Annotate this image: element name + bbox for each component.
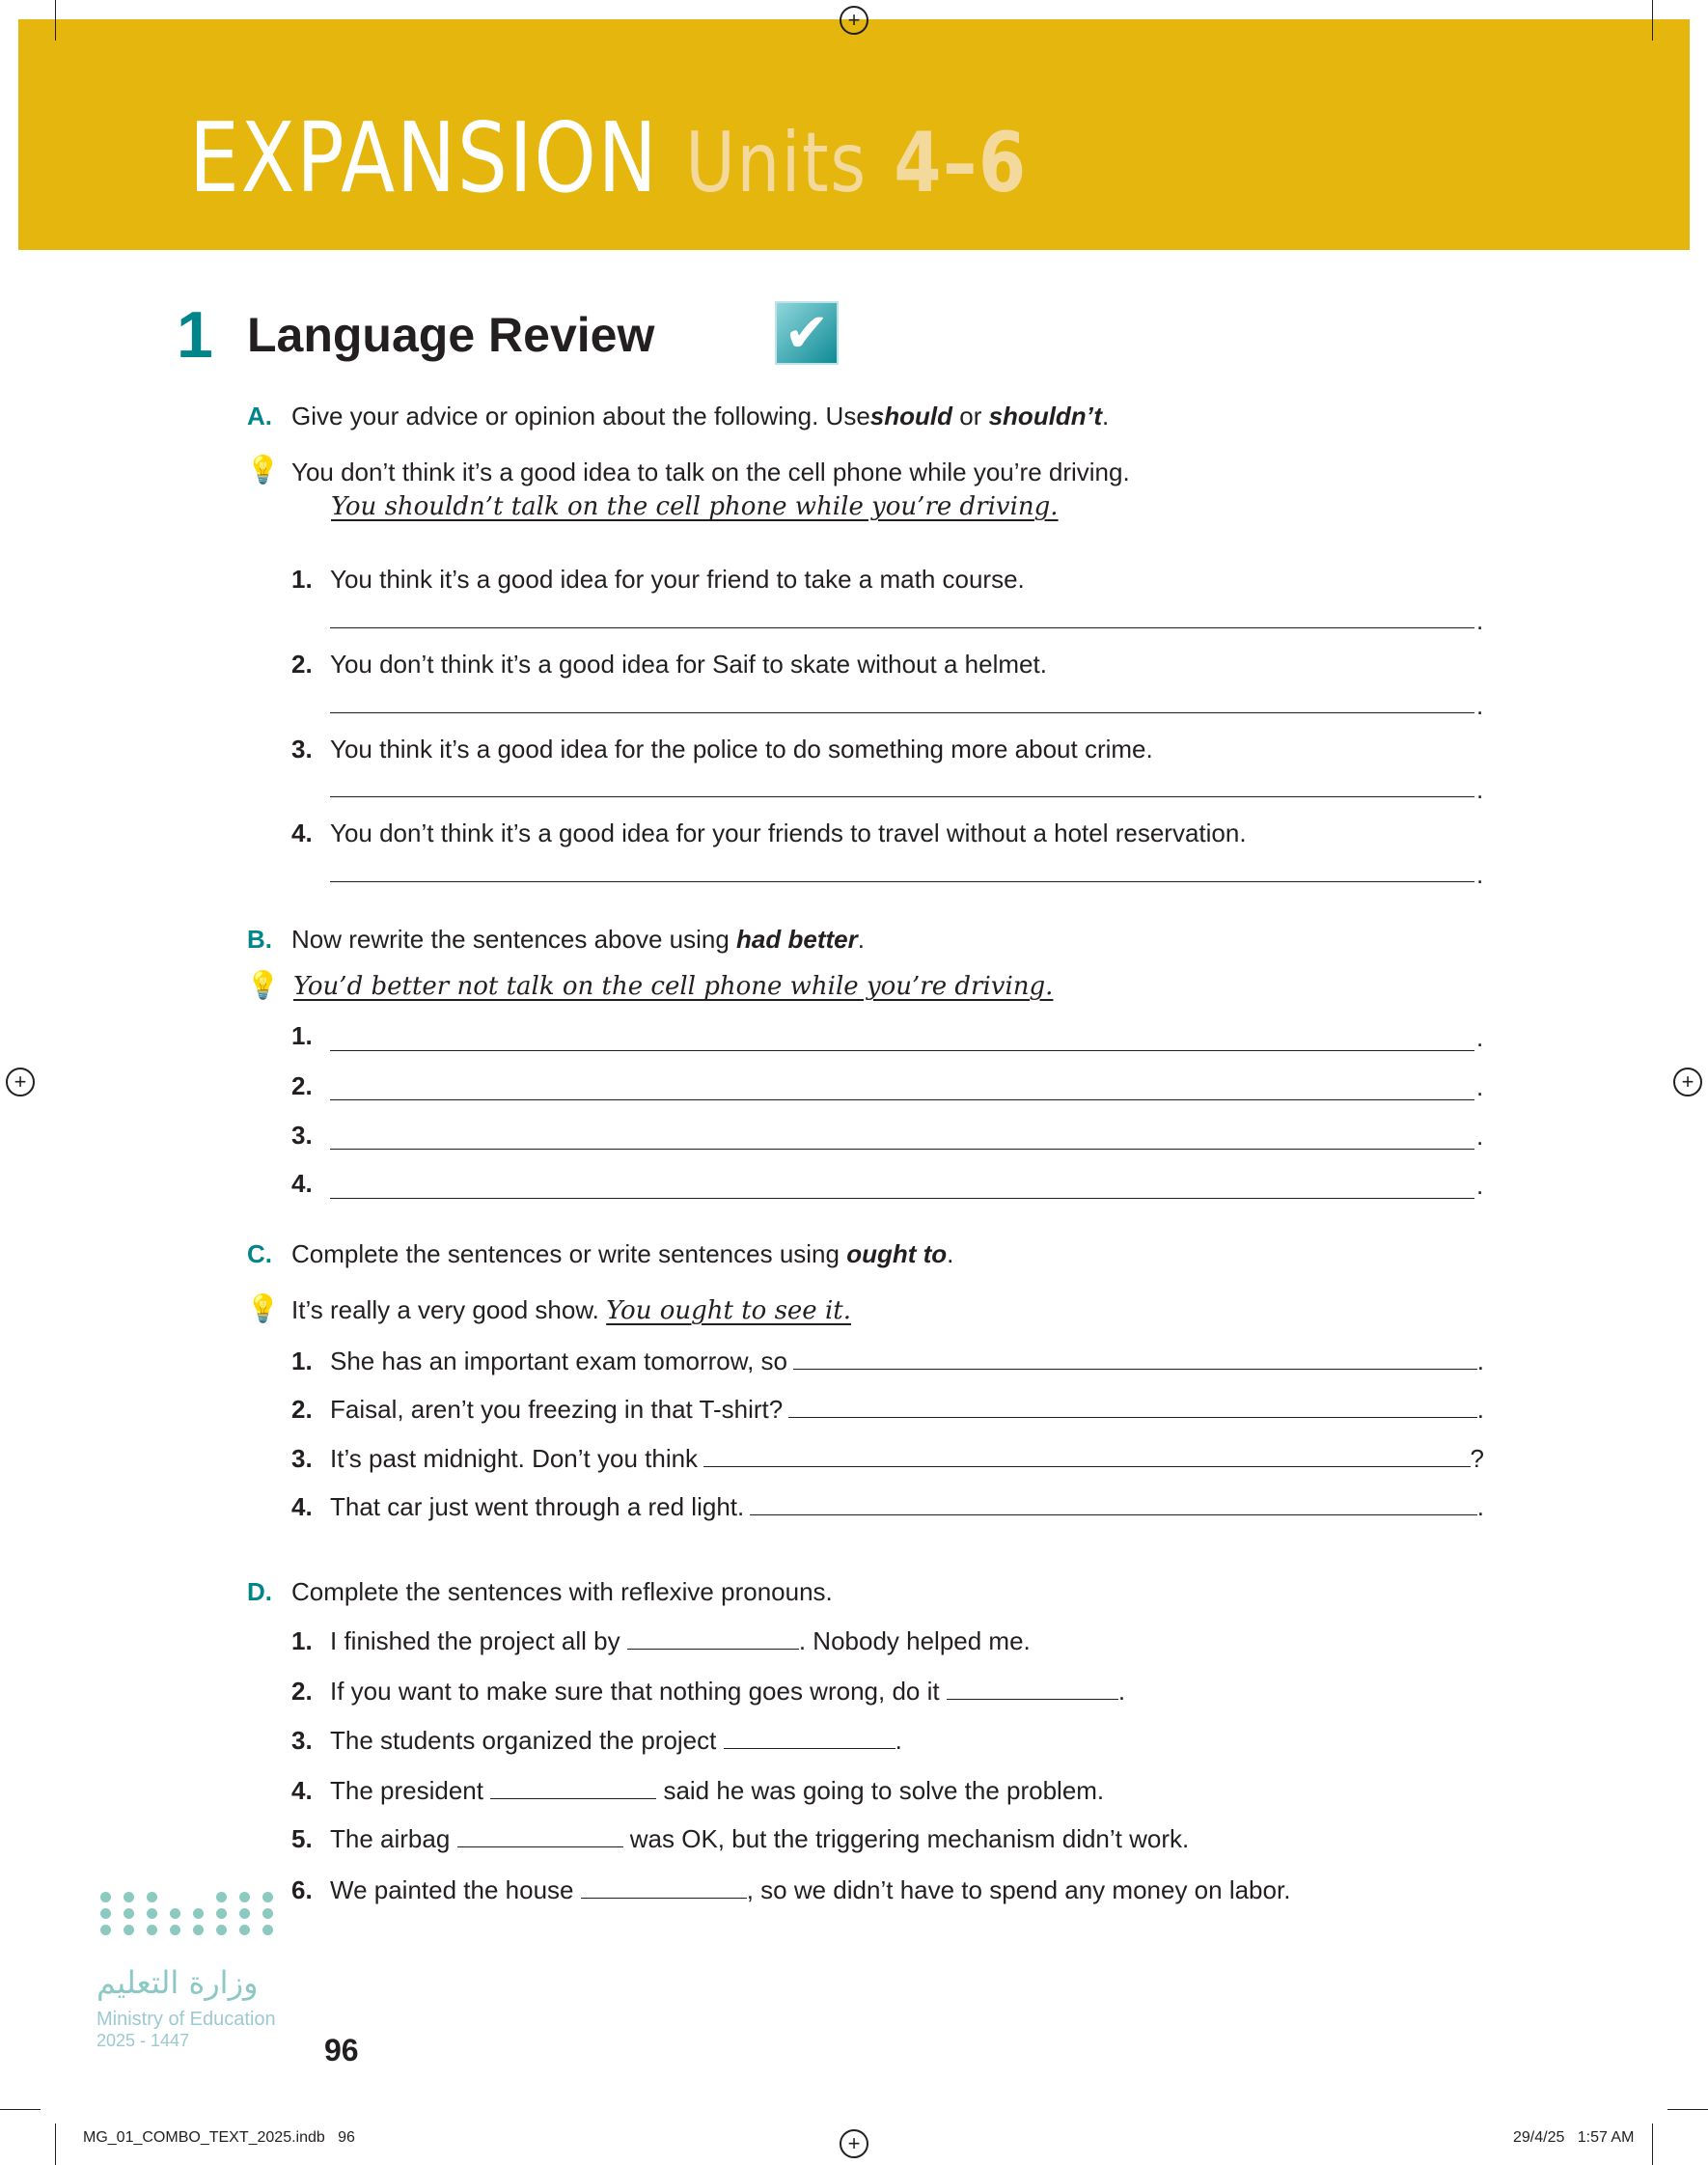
- instr-text: Give your advice or opinion about the following. Use: [291, 402, 870, 430]
- answer-line[interactable]: [330, 1098, 1474, 1100]
- lightbulb-icon: 💡: [246, 970, 280, 1000]
- list-item: [330, 1344, 1484, 1378]
- answer-line[interactable]: [330, 1197, 1474, 1199]
- registration-mark-icon: +: [840, 6, 868, 35]
- logo-dots-icon: [100, 1892, 309, 1935]
- answer-blank[interactable]: [750, 1492, 1477, 1515]
- period: .: [1476, 775, 1484, 804]
- lightbulb-icon: 💡: [246, 455, 280, 485]
- exercise-d-instructions: Complete the sentences with reflexive pronouns.: [291, 1577, 833, 1606]
- title-units: Units: [685, 115, 868, 211]
- period: .: [1476, 606, 1484, 635]
- example-answer: You ought to see it.: [606, 1296, 851, 1325]
- exercise-a-label: A.: [247, 402, 272, 430]
- list-item: [330, 1773, 1104, 1808]
- answer-blank[interactable]: [724, 1726, 895, 1749]
- item-text: was OK, but the triggering mechanism didn’t work.: [622, 1824, 1190, 1853]
- instr-text: .: [947, 1239, 954, 1268]
- item-number: 3.: [291, 735, 313, 763]
- answer-line[interactable]: [330, 626, 1474, 628]
- answer-blank[interactable]: [627, 1626, 799, 1650]
- example-answer: You’d better not talk on the cell phone while you’re driving.: [293, 972, 1054, 1001]
- example-answer: You shouldn’t talk on the cell phone while you’re driving.: [331, 492, 1059, 521]
- item-prompt: You don’t think it’s a good idea for Saif to skate without a helmet.: [330, 650, 1047, 679]
- keyword: should: [869, 402, 953, 430]
- ministry-logo: [96, 1892, 309, 2051]
- list-item: [330, 1392, 1484, 1427]
- answer-blank[interactable]: [490, 1776, 656, 1799]
- item-number: 4.: [291, 1776, 313, 1805]
- title-range: 4–6: [894, 115, 1028, 211]
- check-icon: ✔: [775, 301, 839, 365]
- list-item: [330, 1624, 1031, 1658]
- logo-arabic-text: وزارة التعليم: [96, 1964, 259, 2001]
- instr-text: Now rewrite the sentences above using: [291, 925, 737, 954]
- punctuation: ?: [1470, 1444, 1484, 1473]
- item-number: 3.: [291, 1444, 313, 1473]
- example-prompt: You don’t think it’s a good idea to talk on the cell phone while you’re driving.: [291, 458, 1130, 486]
- item-number: 2.: [291, 1395, 313, 1424]
- page-number: 96: [324, 2033, 359, 2068]
- item-number: 4.: [291, 1492, 313, 1521]
- registration-mark-icon: +: [1673, 1068, 1702, 1096]
- item-prompt: You don’t think it’s a good idea for your friends to travel without a hotel reservation.: [330, 819, 1247, 847]
- item-number: 6.: [291, 1875, 313, 1904]
- item-text: If you want to make sure that nothing goes wrong, do it: [330, 1677, 947, 1706]
- item-text: We painted the house: [330, 1875, 581, 1904]
- crop-mark: [55, 2123, 56, 2165]
- punctuation: .: [1476, 1346, 1484, 1375]
- crop-mark: [1652, 0, 1653, 41]
- logo-english-text: Ministry of Education: [96, 2009, 276, 2030]
- period: .: [1476, 691, 1484, 720]
- instr-text: Complete the sentences or write sentences using: [291, 1239, 847, 1268]
- example: [291, 1292, 851, 1327]
- answer-blank[interactable]: [703, 1444, 1470, 1467]
- answer-line[interactable]: [330, 711, 1474, 713]
- instr-text: .: [857, 925, 865, 954]
- logo-year: 2025 - 1447: [96, 2031, 190, 2050]
- exercise-b-label: B.: [247, 925, 272, 954]
- item-prompt: You think it’s a good idea for the police to do something more about crime.: [330, 735, 1153, 763]
- answer-blank[interactable]: [457, 1824, 623, 1847]
- answer-line[interactable]: [330, 1049, 1474, 1051]
- answer-line[interactable]: [330, 795, 1474, 797]
- exercise-c-instructions: [291, 1236, 953, 1271]
- period: .: [1476, 1023, 1484, 1052]
- period: .: [1476, 1171, 1484, 1200]
- period: .: [1476, 860, 1484, 889]
- item-number: 1.: [291, 565, 313, 594]
- list-item: [330, 1873, 1290, 1907]
- keyword: had better: [736, 925, 858, 954]
- list-item: [330, 1441, 1484, 1476]
- exercise-b-instructions: [291, 922, 865, 957]
- item-number: 4.: [291, 819, 313, 847]
- lightbulb-icon: 💡: [246, 1293, 280, 1323]
- section-title: Language Review: [247, 308, 655, 362]
- period: .: [1476, 1122, 1484, 1151]
- item-number: 5.: [291, 1824, 313, 1853]
- item-text: The airbag: [330, 1824, 457, 1853]
- item-prompt: Faisal, aren’t you freezing in that T-shirt?: [330, 1395, 784, 1424]
- list-item: [330, 1821, 1189, 1856]
- item-text: , so we didn’t have to spend any money on labor.: [746, 1875, 1291, 1904]
- item-prompt: It’s past midnight. Don’t you think: [330, 1444, 699, 1473]
- item-text: I finished the project all by: [330, 1626, 627, 1655]
- crop-mark: [1667, 2109, 1708, 2110]
- item-number: 1.: [291, 1021, 313, 1050]
- instr-text: .: [1102, 402, 1110, 430]
- list-item: [330, 1489, 1484, 1524]
- keyword: shouldn’t: [988, 402, 1103, 430]
- item-number: 3.: [291, 1726, 313, 1755]
- example-prompt: It’s really a very good show.: [291, 1295, 599, 1324]
- instr-text: or: [952, 402, 989, 430]
- item-number: 1.: [291, 1346, 313, 1375]
- exercise-d-label: D.: [247, 1577, 272, 1606]
- answer-blank[interactable]: [793, 1346, 1477, 1370]
- keyword: ought to: [846, 1239, 948, 1268]
- registration-mark-icon: +: [6, 1068, 35, 1096]
- page-title: [189, 101, 1028, 214]
- item-number: 4.: [291, 1169, 313, 1198]
- item-prompt: You think it’s a good idea for your friend to take a math course.: [330, 565, 1025, 594]
- item-text: said he was going to solve the problem.: [656, 1776, 1105, 1805]
- registration-mark-icon: +: [840, 2129, 868, 2158]
- answer-line[interactable]: [330, 1148, 1474, 1150]
- item-number: 2.: [291, 650, 313, 679]
- item-prompt: She has an important exam tomorrow, so: [330, 1346, 788, 1375]
- item-number: 2.: [291, 1071, 313, 1100]
- footer-file: MG_01_COMBO_TEXT_2025.indb 96: [83, 2129, 355, 2146]
- item-prompt: That car just went through a red light.: [330, 1492, 745, 1521]
- footer-date: 29/4/25 1:57 AM: [1513, 2129, 1635, 2146]
- section-number: 1: [177, 298, 213, 372]
- title-word: EXPANSION: [189, 101, 659, 214]
- crop-mark: [55, 0, 56, 41]
- item-number: 1.: [291, 1626, 313, 1655]
- punctuation: .: [1476, 1395, 1484, 1424]
- crop-mark: [0, 2109, 41, 2110]
- item-number: 2.: [291, 1677, 313, 1706]
- answer-line[interactable]: [330, 880, 1474, 882]
- list-item: [330, 1723, 902, 1758]
- list-item: [330, 1674, 1125, 1708]
- punctuation: .: [1476, 1492, 1484, 1521]
- answer-blank[interactable]: [947, 1677, 1118, 1700]
- item-text: .: [1117, 1677, 1126, 1706]
- item-text: The president: [330, 1776, 491, 1805]
- item-number: 3.: [291, 1121, 313, 1150]
- answer-blank[interactable]: [788, 1395, 1477, 1418]
- period: .: [1476, 1072, 1484, 1101]
- item-text: .: [895, 1726, 902, 1755]
- crop-mark: [1652, 2123, 1653, 2165]
- answer-blank[interactable]: [581, 1875, 747, 1899]
- item-text: The students organized the project: [330, 1726, 724, 1755]
- item-text: . Nobody helped me.: [798, 1626, 1031, 1655]
- exercise-c-label: C.: [247, 1239, 272, 1268]
- exercise-a-instructions: [291, 399, 1109, 433]
